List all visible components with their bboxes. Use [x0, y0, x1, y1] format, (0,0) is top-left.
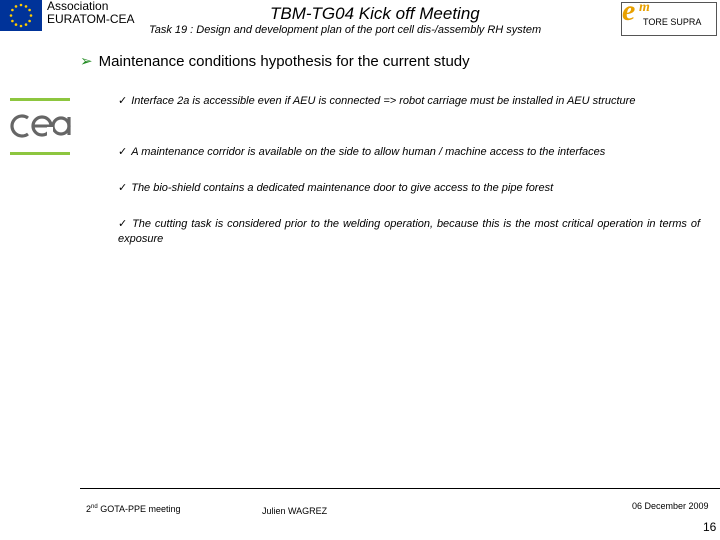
bullet-text: Interface 2a is accessible even if AEU is connected => robot carriage must be installed in AEU structure [131, 95, 636, 107]
eu-flag-icon [0, 0, 42, 31]
bullet-item [118, 93, 700, 109]
arrow-bullet-icon: ➢ [80, 52, 93, 70]
tore-supra-label: TORE SUPRA [643, 17, 702, 27]
page-title: TBM-TG04 Kick off Meeting [270, 4, 480, 23]
page-number: 16 [703, 520, 717, 534]
bullet-item [118, 216, 700, 247]
association-line1: Association [47, 0, 109, 13]
section-heading [80, 52, 470, 70]
footer-author: Julien WAGREZ [262, 506, 328, 516]
association-line2: EURATOM-CEA [47, 12, 135, 26]
footer-meeting [86, 504, 181, 514]
checkmark-icon: ✓ [118, 181, 128, 194]
footer-meeting-ordinal: 2 [86, 504, 92, 514]
bullet-text: The cutting task is considered prior to the welding operation, because this is the most critical operation in terms of exposure [118, 218, 700, 245]
bullet-text: A maintenance corridor is available on the side to allow human / machine access to the interfaces [131, 146, 606, 158]
bullet-item [118, 144, 700, 160]
footer-meeting-rest: GOTA-PPE meeting [97, 504, 181, 514]
bullet-text: The bio-shield contains a dedicated maintenance door to give access to the pipe forest [131, 182, 554, 194]
tore-logo-e-mark: e [622, 0, 636, 27]
checkmark-icon: ✓ [118, 145, 128, 158]
checkmark-icon: ✓ [118, 94, 128, 107]
tore-supra-logo [621, 2, 717, 36]
cea-logo [10, 93, 72, 159]
footer-date: 06 December 2009 [632, 501, 709, 511]
footer-divider [80, 488, 720, 489]
footer-meeting-suffix: nd [91, 504, 98, 510]
bullet-item [118, 180, 700, 196]
section-heading-text: Maintenance conditions hypothesis for the current study [98, 53, 470, 70]
page-subtitle: Task 19 : Design and development plan of the port cell dis-/assembly RH system [149, 24, 542, 36]
tore-logo-m-mark: m [639, 0, 650, 15]
association-label [47, 0, 135, 26]
checkmark-icon: ✓ [118, 217, 129, 230]
